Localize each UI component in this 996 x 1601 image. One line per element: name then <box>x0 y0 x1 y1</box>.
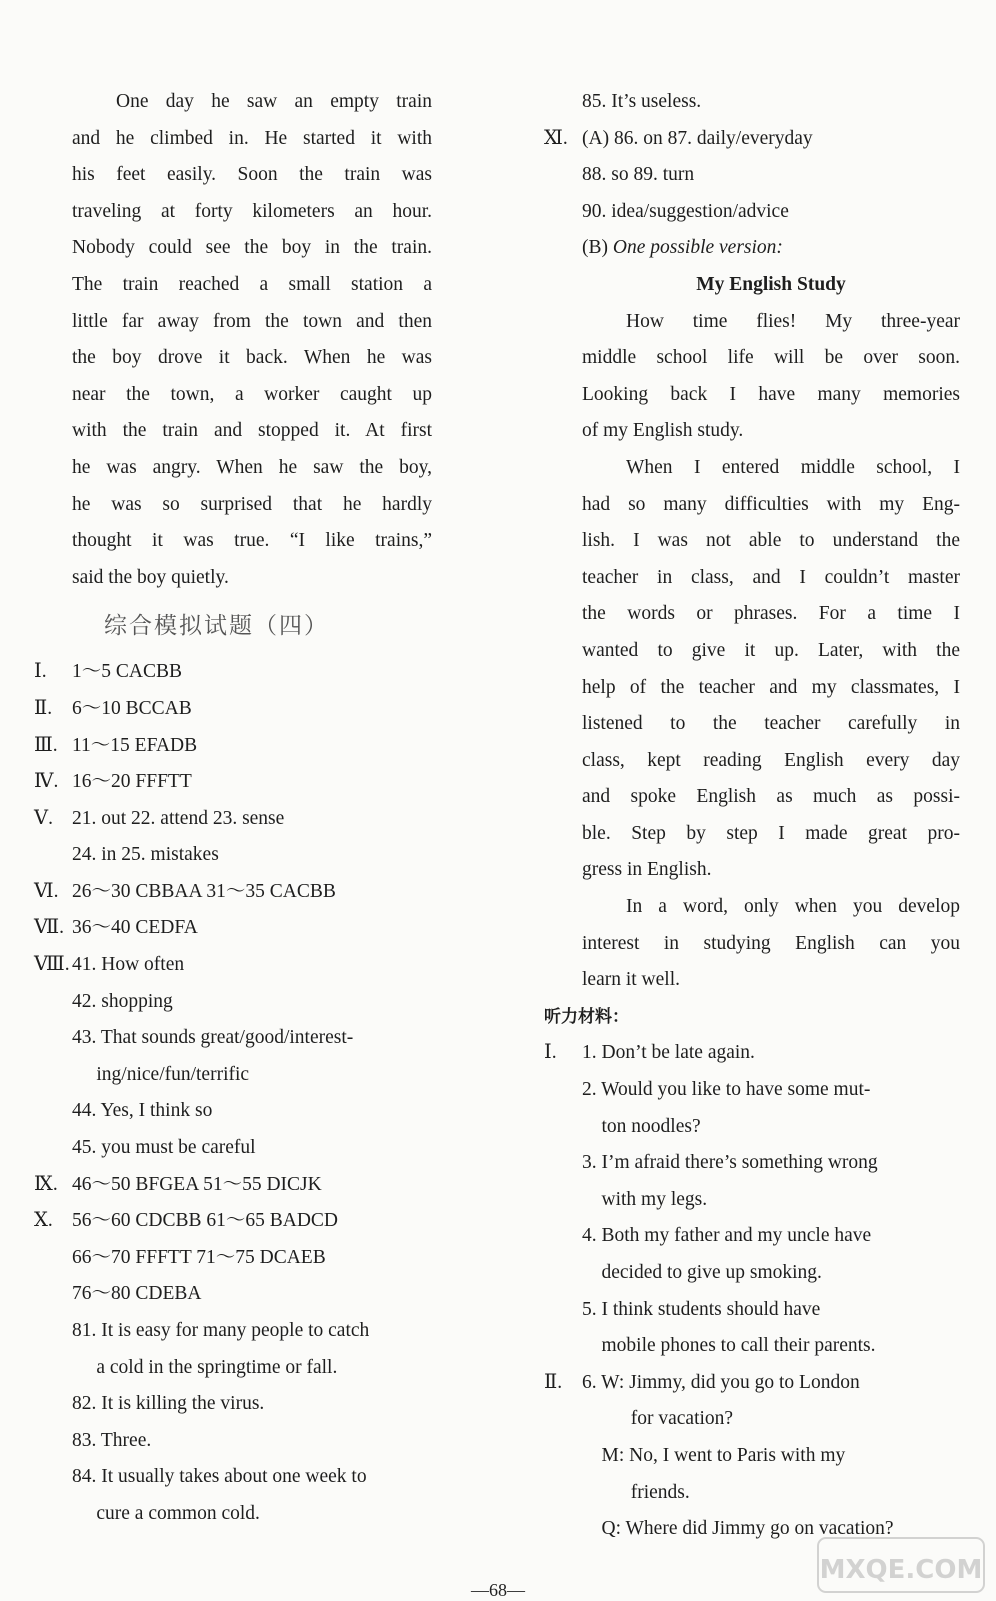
story-line: said the boy quietly. <box>72 566 229 588</box>
essay-line: wanted to give it up. Later, with the <box>582 639 960 661</box>
listening-text: Q: Where did Jimmy go on vacation? <box>582 1518 894 1540</box>
essay-line: listened to the teacher carefully in <box>582 713 960 735</box>
listening-row <box>544 1255 964 1292</box>
answer-row <box>34 874 444 911</box>
answer-number: Ⅹ. <box>34 1210 53 1232</box>
answer-text: a cold in the springtime or fall. <box>72 1356 338 1378</box>
answer-text: 84. It usually takes about one week to <box>72 1466 367 1488</box>
listening-text: 1. Don’t be late again. <box>582 1042 755 1064</box>
story-line: traveling at forty kilometers an hour. <box>72 200 432 222</box>
listening-text: 6. W: Jimmy, did you go to London <box>582 1371 860 1393</box>
answer-row <box>544 157 964 194</box>
answer-row <box>544 121 964 158</box>
page-number: —68— <box>471 1580 525 1600</box>
story-line: The train reached a small station a <box>72 273 432 295</box>
listening-text: for vacation? <box>582 1408 734 1430</box>
listening-row <box>544 1365 964 1402</box>
listening-row <box>544 1292 964 1329</box>
answer-row <box>34 1276 444 1313</box>
answer-row <box>34 691 444 728</box>
answer-text: 43. That sounds great/good/interest- <box>72 1027 354 1049</box>
essay-line: interest in studying English can you <box>582 932 960 954</box>
story-line: and he climbed in. He started it with <box>72 127 432 149</box>
version-line <box>544 230 964 267</box>
answer-text: 90. idea/suggestion/advice <box>582 200 789 222</box>
answer-number: Ⅴ. <box>34 807 53 829</box>
answer-text: 66～70 FFFTT 71～75 DCAEB <box>72 1246 326 1268</box>
answer-row <box>34 1459 444 1496</box>
answer-text: 1～5 CACBB <box>72 661 182 683</box>
story-line: his feet easily. Soon the train was <box>72 164 432 186</box>
answer-text: 11～15 EFADB <box>72 734 198 756</box>
version-label: (B) <box>582 237 613 259</box>
section-title: 综合模拟试题（四） <box>104 613 329 640</box>
answer-row <box>34 1240 444 1277</box>
watermark-logo <box>816 1534 986 1596</box>
answer-row <box>34 910 444 947</box>
essay-line: lish. I was not able to understand the <box>582 530 960 552</box>
answer-number: Ⅲ. <box>34 734 58 756</box>
essay-line: learn it well. <box>582 969 681 991</box>
answer-text: 88. so 89. turn <box>582 164 695 186</box>
essay <box>582 267 960 999</box>
essay-line: help of the teacher and my classmates, I <box>582 676 960 698</box>
answer-text: 26～30 CBBAA 31～35 CACBB <box>72 880 336 902</box>
story-line: he was angry. When he saw the boy, <box>72 456 432 478</box>
answer-number: Ⅶ. <box>34 917 65 939</box>
answer-number: Ⅸ. <box>34 1173 58 1195</box>
listening-text: mobile phones to call their parents. <box>582 1335 876 1357</box>
essay-line: the words or phrases. For a time I <box>582 603 960 625</box>
listening-text: 2. Would you like to have some mut- <box>582 1079 871 1101</box>
story-line: little far away from the town and then <box>72 310 432 332</box>
answer-text: 85. It’s useless. <box>582 91 702 112</box>
story-line: near the town, a worker caught up <box>72 383 432 405</box>
essay-line: ble. Step by step I made great pro- <box>582 822 960 844</box>
story-paragraph <box>72 84 432 596</box>
listening-row <box>544 1145 964 1182</box>
listening-title: 听力材料： <box>544 1006 629 1027</box>
listening-text: ton noodles? <box>582 1115 701 1137</box>
answer-row <box>34 1057 444 1094</box>
essay-line: teacher in class, and I couldn’t master <box>582 566 960 588</box>
story-line: One day he saw an empty train <box>116 91 432 112</box>
listening-row <box>544 1438 964 1475</box>
answer-text: 16～20 FFFTT <box>72 771 192 793</box>
answer-row <box>34 801 444 838</box>
answer-row <box>34 1350 444 1387</box>
answer-row <box>34 728 444 765</box>
listening-row <box>544 1218 964 1255</box>
essay-title: My English Study <box>696 273 846 295</box>
listening-row <box>544 1182 964 1219</box>
listening-row <box>544 1475 964 1512</box>
answer-text: 56～60 CDCBB 61～65 BADCD <box>72 1210 338 1232</box>
answer-text: 6～10 BCCAB <box>72 697 192 719</box>
answer-text: 44. Yes, I think so <box>72 1100 213 1122</box>
answer-row <box>34 1496 444 1533</box>
answer-row <box>544 84 964 121</box>
watermark-text: MXQE.COM <box>819 1555 983 1585</box>
essay-line: class, kept reading English every day <box>582 749 960 771</box>
answer-row <box>34 1093 444 1130</box>
answer-text: ing/nice/fun/terrific <box>72 1063 250 1085</box>
answer-number: Ⅵ. <box>34 880 59 902</box>
essay-line: How time flies! My three-year <box>626 310 960 332</box>
listening-list <box>544 1035 964 1547</box>
answer-text: cure a common cold. <box>72 1502 260 1524</box>
listening-row <box>544 1072 964 1109</box>
answer-text: 82. It is killing the virus. <box>72 1393 265 1415</box>
listening-text: friends. <box>582 1481 690 1503</box>
story-line: Nobody could see the boy in the train. <box>72 237 432 259</box>
answer-number: Ⅷ. <box>34 954 70 976</box>
answer-row <box>34 654 444 691</box>
answer-row <box>34 764 444 801</box>
answer-text: (A) 86. on 87. daily/everyday <box>582 127 813 149</box>
answer-text: 83. Three. <box>72 1429 152 1451</box>
answer-text: 41. How often <box>72 954 185 976</box>
listening-row <box>544 1328 964 1365</box>
answer-row <box>34 984 444 1021</box>
answer-text: 42. shopping <box>72 990 173 1012</box>
essay-line: Looking back I have many memories <box>582 383 960 405</box>
listening-number: Ⅰ. <box>544 1042 557 1064</box>
story-line: thought it was true. “I like trains,” <box>72 530 432 552</box>
answer-text: 24. in 25. mistakes <box>72 844 219 866</box>
answer-text: 36～40 CEDFA <box>72 917 198 939</box>
answer-text: 81. It is easy for many people to catch <box>72 1320 370 1341</box>
answer-number: Ⅺ. <box>544 127 568 149</box>
answer-number: Ⅳ. <box>34 771 59 793</box>
answer-list <box>34 654 444 1532</box>
essay-line: and spoke English as much as possi- <box>582 786 960 808</box>
essay-line: In a word, only when you develop <box>626 896 960 918</box>
listening-number: Ⅱ. <box>544 1371 563 1393</box>
essay-line: gress in English. <box>582 859 712 881</box>
answer-text: 45. you must be careful <box>72 1137 256 1159</box>
answer-row <box>34 947 444 984</box>
listening-row <box>544 1035 964 1072</box>
essay-line: of my English study. <box>582 420 744 442</box>
answer-row <box>34 1386 444 1423</box>
answer-row <box>544 194 964 231</box>
answer-text: 21. out 22. attend 23. sense <box>72 807 285 829</box>
left-column <box>34 84 444 1533</box>
answer-row <box>34 837 444 874</box>
listening-text: decided to give up smoking. <box>582 1262 822 1283</box>
listening-text: 3. I’m afraid there’s something wrong <box>582 1152 878 1174</box>
essay-line: When I entered middle school, I <box>626 456 960 478</box>
version-text: One possible version: <box>612 237 783 259</box>
answer-row <box>34 1167 444 1204</box>
answer-row <box>34 1423 444 1460</box>
answer-row <box>34 1313 444 1350</box>
answer-number: Ⅱ. <box>34 697 53 719</box>
answer-row <box>34 1203 444 1240</box>
listening-text: with my legs. <box>582 1188 708 1210</box>
listening-text: M: No, I went to Paris with my <box>582 1444 846 1466</box>
essay-line: middle school life will be over soon. <box>582 347 960 369</box>
story-line: the boy drove it back. When he was <box>72 347 432 369</box>
answer-row <box>34 1130 444 1167</box>
essay-line: had so many difficulties with my Eng- <box>582 493 960 515</box>
right-column <box>544 84 964 1548</box>
story-line: he was so surprised that he hardly <box>72 493 432 515</box>
listening-row <box>544 1109 964 1146</box>
listening-text: 5. I think students should have <box>582 1298 821 1320</box>
listening-text: 4. Both my father and my uncle have <box>582 1225 872 1247</box>
answer-text: 76～80 CDEBA <box>72 1283 202 1305</box>
answer-number: Ⅰ. <box>34 661 47 683</box>
story-line: with the train and stopped it. At first <box>72 420 432 442</box>
answer-row <box>34 1020 444 1057</box>
listening-row <box>544 1401 964 1438</box>
answer-text: 46～50 BFGEA 51～55 DICJK <box>72 1173 322 1195</box>
